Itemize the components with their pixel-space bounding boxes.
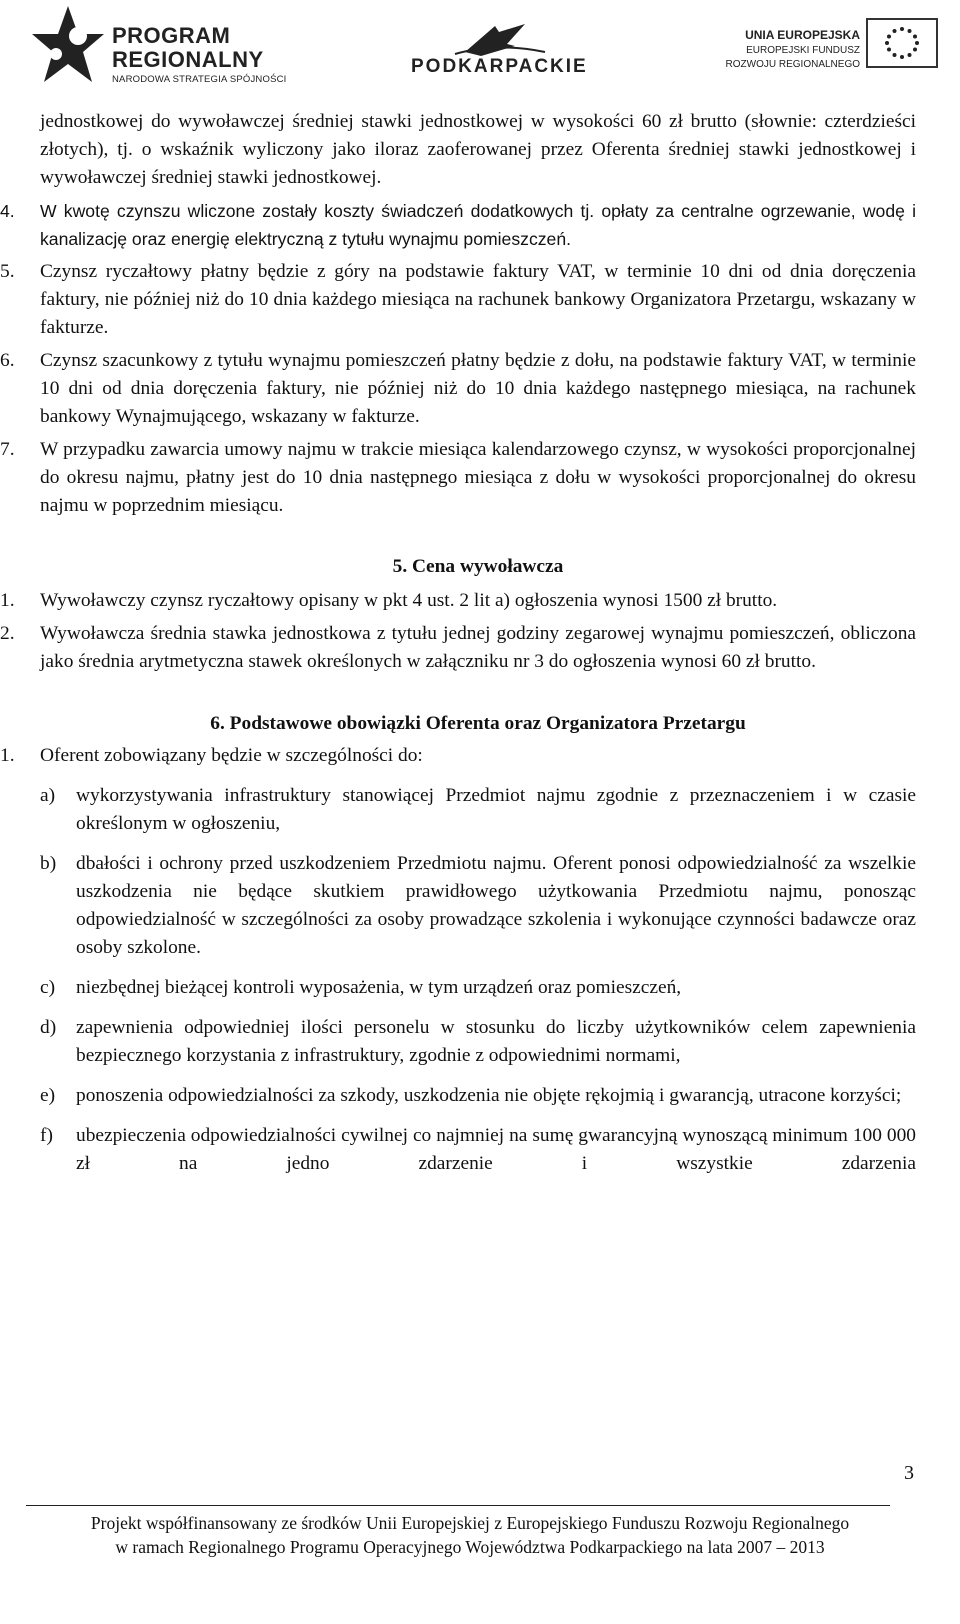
podkarpackie-logo <box>395 22 595 84</box>
logo-line-regionalny: REGIONALNY <box>112 47 264 72</box>
sub-list-item <box>40 850 916 962</box>
eu-logo <box>720 18 950 88</box>
podkarpackie-text: PODKARPACKIE <box>411 56 588 77</box>
footer-divider <box>26 1505 890 1506</box>
sub-item-letter: e) <box>40 1085 56 1106</box>
logo-line-strategia: NARODOWA STRATEGIA SPÓJNOŚCI <box>112 74 287 85</box>
item-text: Czynsz ryczałtowy płatny będzie z góry na podstawie faktury VAT, w terminie 10 dni od dnia doręczenia faktury, nie później niż do 10 dnia każdego miesiąca na rachunek bankowy Organizatora Przetargu, wskazany w fakturze. <box>40 261 916 338</box>
item-number: 7. <box>0 439 15 460</box>
item-text: W kwotę czynszu wliczone zostały koszty świadczeń dodatkowych tj. opłaty za centralne ogrzewanie, wodę i kanalizację oraz energię elektryczną z tytułu wynajmu pomieszczeń. <box>40 201 916 249</box>
item-text: Oferent zobowiązany będzie w szczególności do: <box>40 745 423 766</box>
list-item <box>0 742 916 770</box>
sub-item-text: zapewnienia odpowiedniej ilości personelu w stosunku do liczby użytkowników celem zapewnienia bezpiecznego korzystania z infrastruktury, zgodnie z odpowiednimi normami, <box>76 1017 916 1066</box>
item-text: Czynsz szacunkowy z tytułu wynajmu pomieszczeń płatny będzie z dołu, na podstawie faktury VAT, w terminie 10 dni od dnia doręczenia faktury, nie później niż do 10 dnia każdego następnego miesiąca, na rachunek bankowy Wynajmującego, wskazany w fakturze. <box>40 350 916 427</box>
sub-list-item <box>40 1082 916 1110</box>
item-number: 2. <box>0 623 15 644</box>
sub-list-item <box>40 974 916 1002</box>
list-item <box>0 587 916 615</box>
item-number: 1. <box>0 590 15 611</box>
item-text: W przypadku zawarcia umowy najmu w trakcie miesiąca kalendarzowego czynsz, w wysokości proporcjonalnej do okresu najmu, płatny jest do 10 dnia następnego miesiąca z dołu w wysokości proporcjonalnej do okresu najmu w poprzednim miesiącu. <box>40 439 916 516</box>
logo-line-program: PROGRAM <box>112 23 231 48</box>
item-number: 6. <box>0 350 15 371</box>
intro-paragraph: jednostkowej do wywoławczej średniej stawki jednostkowej w wysokości 60 zł brutto (słownie: czterdzieści złotych), tj. o wskaźnik wyliczony jako iloraz zaoferowanej przez Oferenta średniej stawki jednostkowej i wywoławczej średniej stawki jednostkowej. <box>40 111 916 188</box>
section-heading-obowiazki: 6. Podstawowe obowiązki Oferenta oraz Organizatora Przetargu <box>210 713 746 734</box>
sub-list-item <box>40 1122 916 1178</box>
sub-list-item <box>40 1014 916 1070</box>
item-number: 4. <box>0 201 15 221</box>
podkarpackie-emblem-icon <box>395 22 595 58</box>
item-number: 1. <box>0 745 15 766</box>
sub-item-text: dbałości i ochrony przed uszkodzeniem Przedmiotu najmu. Oferent ponosi odpowiedzialność za wszelkie uszkodzenia nie będące skutkiem prawidłowego użytkowania Przedmiotu najmu, ponosząc odpowiedzialność w szczególności za osoby prowadzące szkolenia i wykonujące czynności badawcze oraz osoby szkolone. <box>76 853 916 958</box>
sub-item-letter: c) <box>40 977 56 998</box>
eu-line-fundusz: EUROPEJSKI FUNDUSZ <box>746 45 860 56</box>
sub-item-text: ponoszenia odpowiedzialności za szkody, uszkodzenia nie objęte rękojmią i gwarancją, utracone korzyści; <box>76 1085 902 1106</box>
list-item <box>0 197 916 253</box>
sub-item-letter: b) <box>40 853 57 874</box>
sub-list-item <box>40 782 916 838</box>
item-text: Wywoławczy czynsz ryczałtowy opisany w pkt 4 ust. 2 lit a) ogłoszenia wynosi 1500 zł brutto. <box>40 590 778 611</box>
page-header <box>0 0 960 100</box>
eu-line-rozwoju: ROZWOJU REGIONALNEGO <box>725 59 860 70</box>
sub-item-letter: d) <box>40 1017 57 1038</box>
list-item <box>0 347 916 431</box>
list-item <box>0 620 916 676</box>
program-regionalny-logo <box>30 4 300 88</box>
footer-line-2: w ramach Regionalnego Programu Operacyjnego Województwa Podkarpackiego na lata 2007 – 2013 <box>115 1537 825 1557</box>
sub-item-text: ubezpieczenia odpowiedzialności cywilnej co najmniej na sumę gwarancyjną wynoszącą minimum 100 000 zł na jedno zdarzenie i wszystkie zdarzenia <box>76 1125 916 1174</box>
page-footer <box>20 1511 920 1559</box>
section-heading-cena: 5. Cena wywoławcza <box>392 556 564 577</box>
list-item <box>0 258 916 342</box>
list-item <box>0 436 916 520</box>
item-text: Wywoławcza średnia stawka jednostkowa z tytułu jednej godziny zegarowej wynajmu pomieszczeń, obliczona jako średnia arytmetyczna stawek określonych w załączniku nr 3 do ogłoszenia wynosi 60 zł brutto. <box>40 623 916 672</box>
sub-item-letter: f) <box>40 1125 53 1146</box>
sub-item-text: wykorzystywania infrastruktury stanowiącej Przedmiot najmu zgodnie z przeznaczeniem i w czasie określonym w ogłoszeniu, <box>76 785 916 834</box>
footer-line-1: Projekt współfinansowany ze środków Unii Europejskiej z Europejskiego Funduszu Rozwoju Regionalnego <box>90 1513 850 1533</box>
sub-item-letter: a) <box>40 785 56 806</box>
page-number: 3 <box>904 1462 914 1484</box>
eu-flag-icon <box>866 18 938 68</box>
sub-item-text: niezbędnej bieżącej kontroli wyposażenia, w tym urządzeń oraz pomieszczeń, <box>76 977 682 998</box>
item-number: 5. <box>0 261 15 282</box>
eu-line-unia: UNIA EUROPEJSKA <box>745 28 860 42</box>
star-emblem-icon <box>30 4 106 88</box>
document-body <box>0 108 916 1178</box>
